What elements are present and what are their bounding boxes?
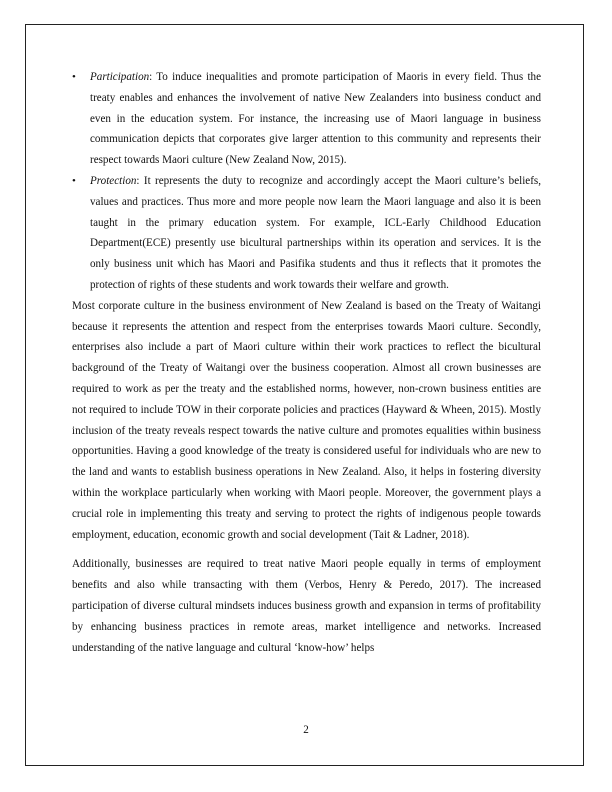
page-number: 2 — [303, 724, 309, 736]
bullet-icon: • — [72, 71, 76, 83]
bullet-term: Participation — [90, 71, 150, 83]
bullet-item-participation — [72, 67, 541, 171]
paragraph: Most corporate culture in the business environment of New Zealand is based on the Treaty of Waitangi because it represents the attention and respect from the enterprises towards Maori culture. Secondly, enterprises also include a part of Maori culture within their work practices to reflect the bicultural background of the Treaty of Waitangi over the business cooperation. Almost all crown businesses are required to work as per the treaty and the established norms, however, non-crown business entities are not required to include TOW in their corporate policies and practices (Hayward & Wheen, 2015). Mostly inclusion of the treaty reveals respect towards the native culture and promotes equalities within business opportunities. Having a good knowledge of the treaty is considered useful for individuals who are new to the land and wants to establish business operations in New Zealand. Also, it helps in fostering diversity within the workplace particularly when working with Maori people. Moreover, the government plays a crucial role in implementing this treaty and serving to protect the rights of indigenous people towards employment, education, economic growth and social development (Tait & Ladner, 2018). — [72, 299, 541, 541]
bullet-list — [72, 67, 541, 296]
bullet-icon: • — [72, 174, 76, 187]
bullet-term: Protection — [90, 174, 137, 187]
paragraph: Additionally, businesses are required to treat native Maori people equally in terms of employment benefits and also while transacting with them (Verbos, Henry & Peredo, 2017). The increased participation of diverse cultural mindsets induces business growth and expansion in terms of profitability by enhancing business practices in remote areas, market intelligence and networks. Increased understanding of the native language and cultural ‘know-how’ helps — [72, 558, 541, 654]
bullet-text: : It represents the duty to recognize and accordingly accept the Maori culture’s beliefs, values and practices. Thus more and more people now learn the Maori language and also it is been taught in the primary education system. For example, ICL-Early Childhood Education Department(ECE) presently use bicultural partnerships within its operation and services. It is the only business unit which has Maori and Pasifika students and thus it reflects that it promotes the protection of rights of these students and work towards their welfare and growth. — [90, 174, 541, 291]
bullet-item-protection — [72, 171, 541, 296]
document-body — [72, 67, 541, 658]
bullet-text: : To induce inequalities and promote participation of Maoris in every field. Thus the treaty enables and enhances the involvement of native New Zealanders into business conduct and even in the education system. For instance, the increasing use of Maori language in business communication depicts that corporates give larger attention to this community and represents their respect towards Maori culture (New Zealand Now, 2015). — [90, 71, 541, 167]
